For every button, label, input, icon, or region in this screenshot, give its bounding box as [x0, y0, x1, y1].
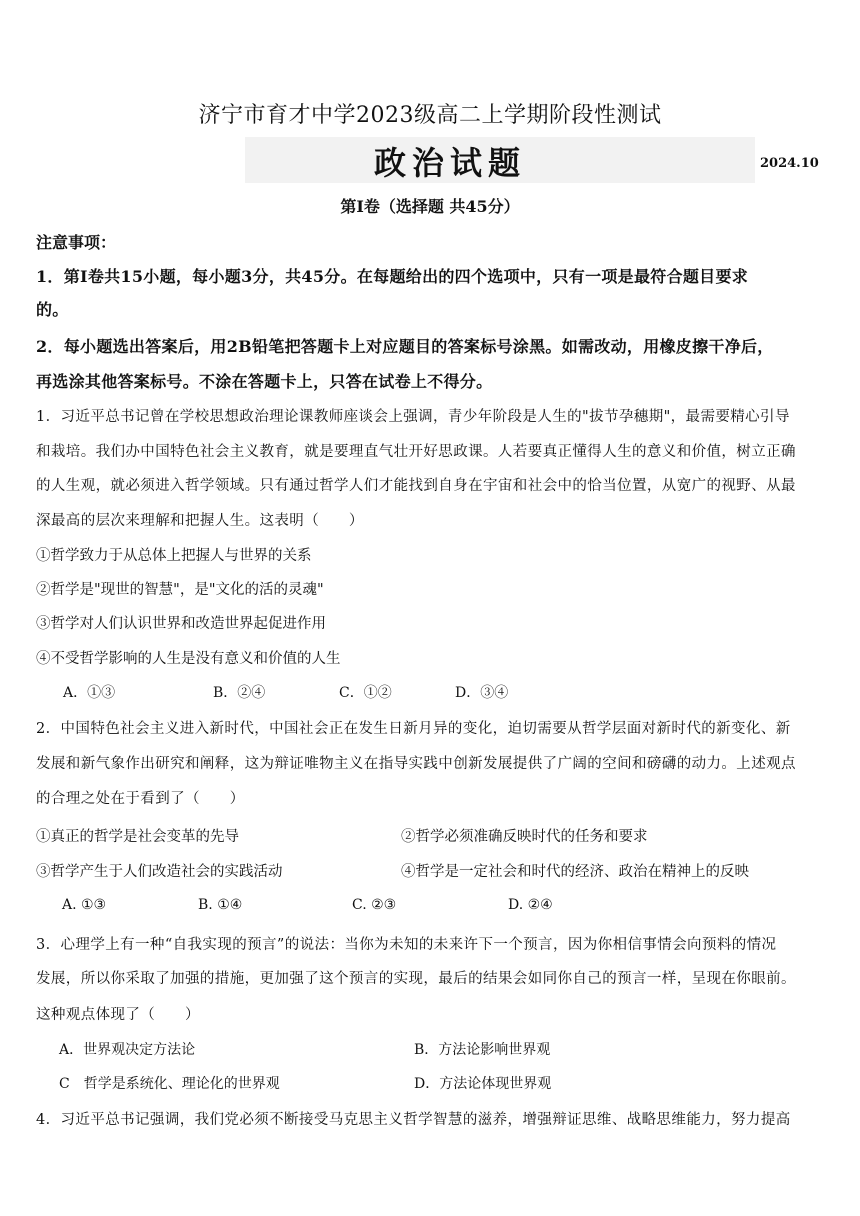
question-1-text: 和栽培。我们办中国特色社会主义教育，就是要理直气壮开好思政课。人若要真正懂得人生的意义和价值，树立正确 [36, 444, 796, 460]
notice-line: 2．每小题选出答案后，用2B铅笔把答题卡上对应题目的答案标号涂黑。如需改动，用橡皮擦干净后， [36, 337, 774, 356]
question-3-option-c[interactable]: C 哲学是系统化、理论化的世界观 [59, 1076, 280, 1092]
question-2-option-a[interactable]: A. ①③ [62, 897, 107, 913]
section-title: 第Ⅰ卷（选择题 共45分） [340, 197, 520, 216]
notice-line: 的。 [36, 300, 69, 319]
question-2-statement: ②哲学必须准确反映时代的任务和要求 [401, 829, 648, 845]
notice-heading: 注意事项： [36, 233, 117, 252]
question-2-statement: ③哲学产生于人们改造社会的实践活动 [36, 864, 283, 880]
question-1-option-c[interactable]: C．①② [339, 685, 392, 701]
question-1-text: 深最高的层次来理解和把握人生。这表明（ ） [36, 513, 364, 529]
question-2-option-c[interactable]: C. ②③ [352, 897, 397, 913]
question-1-statement: ①哲学致力于从总体上把握人与世界的关系 [36, 548, 312, 564]
question-1-option-a[interactable]: A．①③ [63, 685, 116, 701]
question-1-statement: ④不受哲学影响的人生是没有意义和价值的人生 [36, 651, 341, 667]
question-2-text: 2．中国特色社会主义进入新时代，中国社会正在发生日新月异的变化，迫切需要从哲学层面对新时代的新变化、新 [36, 721, 791, 737]
exam-date: 2024.10 [760, 156, 819, 171]
question-4-text: 4．习近平总书记强调，我们党必须不断接受马克思主义哲学智慧的滋养，增强辩证思维、战略思维能力，努力提高 [36, 1112, 791, 1128]
question-1-text: 的人生观，就必须进入哲学领域。只有通过哲学人们才能找到自身在宇宙和社会中的恰当位置，从宽广的视野、从最 [36, 478, 796, 494]
question-3-text: 这种观点体现了（ ） [36, 1007, 200, 1023]
notice-line: 再选涂其他答案标号。不涂在答题卡上，只答在试卷上不得分。 [36, 372, 493, 391]
subject-title: 政治试题 [373, 144, 526, 182]
question-3-text: 发展，所以你采取了加强的措施，更加强了这个预言的实现，最后的结果会如同你自己的预言一样，呈现在你眼前。 [36, 971, 796, 987]
question-2-text: 发展和新气象作出研究和阐释，这为辩证唯物主义在指导实践中创新发展提供了广阔的空间和磅礴的动力。上述观点 [36, 756, 796, 772]
question-1-statement: ③哲学对人们认识世界和改造世界起促进作用 [36, 616, 326, 632]
question-2-option-b[interactable]: B. ①④ [198, 897, 243, 913]
question-1-option-b[interactable]: B．②④ [213, 685, 266, 701]
question-2-statement: ①真正的哲学是社会变革的先导 [36, 829, 239, 845]
question-3-text: 3．心理学上有一种“自我实现的预言”的说法：当你为未知的未来许下一个预言，因为你相信事情会向预料的情况 [36, 937, 777, 953]
question-2-option-d[interactable]: D. ②④ [508, 897, 553, 913]
question-3-option-d[interactable]: D．方法论体现世界观 [414, 1076, 552, 1092]
question-1-option-d[interactable]: D．③④ [455, 685, 509, 701]
question-1-text: 1．习近平总书记曾在学校思想政治理论课教师座谈会上强调，青少年阶段是人生的"拔节孕穗期"，最需要精心引导 [36, 409, 790, 425]
question-3-option-a[interactable]: A．世界观决定方法论 [59, 1042, 196, 1058]
question-3-option-b[interactable]: B．方法论影响世界观 [414, 1042, 551, 1058]
question-2-statement: ④哲学是一定社会和时代的经济、政治在精神上的反映 [401, 864, 749, 880]
question-1-statement: ②哲学是"现世的智慧"，是"文化的活的灵魂" [36, 582, 324, 598]
school-title: 济宁市育才中学2023级高二上学期阶段性测试 [198, 103, 662, 128]
notice-line: 1．第Ⅰ卷共15小题，每小题3分，共45分。在每题给出的四个选项中，只有一项是最符合题目要求 [36, 267, 749, 286]
question-2-text: 的合理之处在于看到了（ ） [36, 791, 245, 807]
